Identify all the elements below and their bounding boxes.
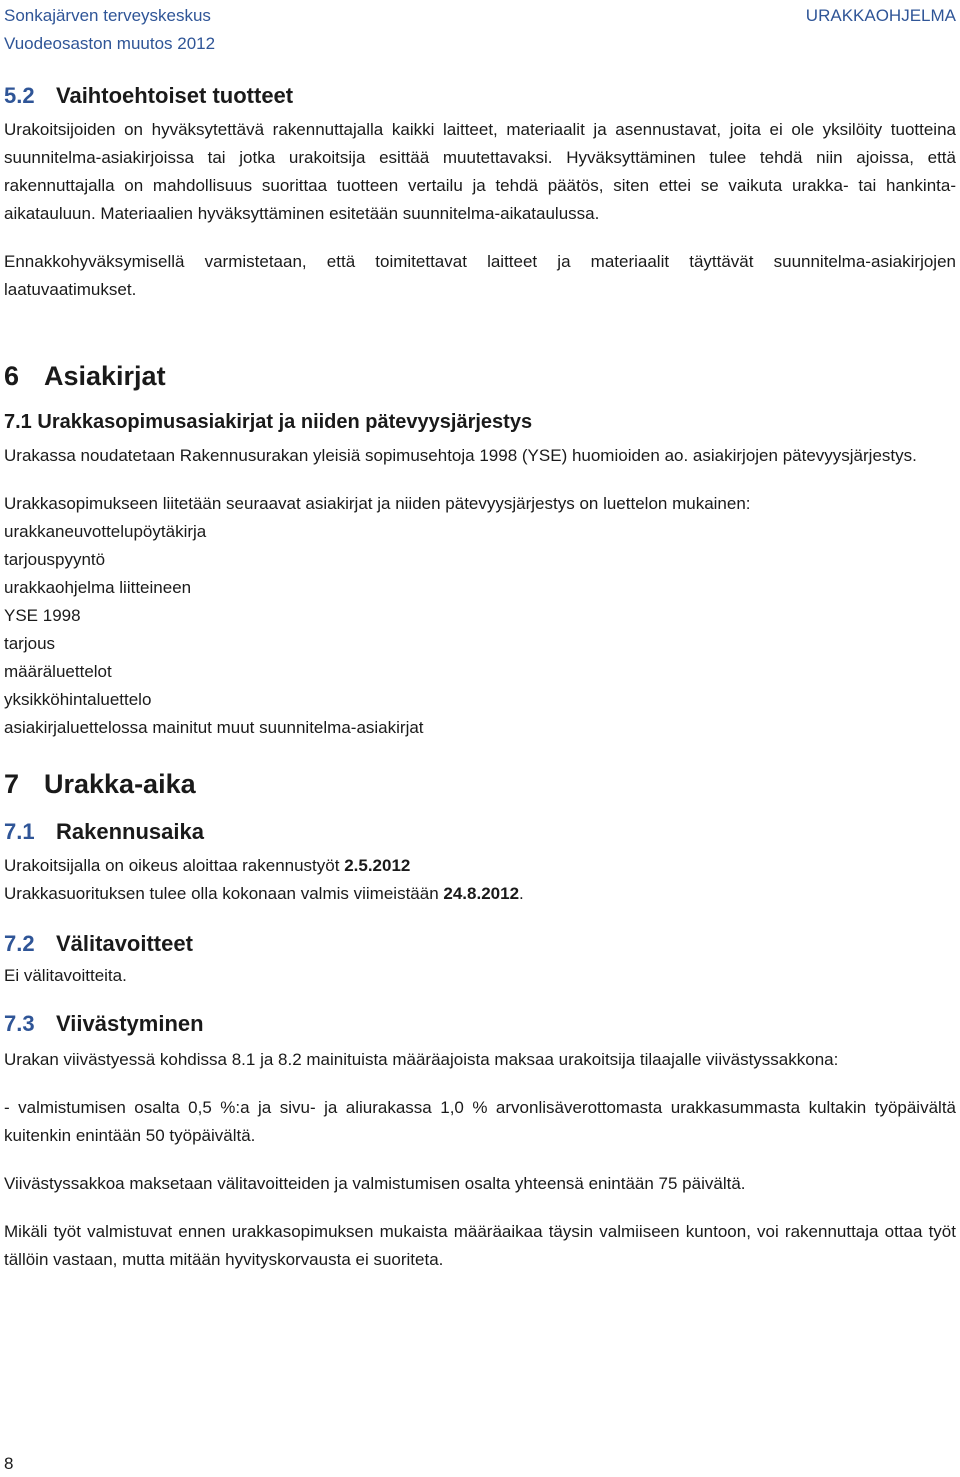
section-7-1-documents-heading: [4, 406, 956, 438]
section-title: Urakkasopimusasiakirjat ja niiden pätevyysjärjestys: [37, 411, 533, 433]
section-7-1-heading: [4, 816, 956, 848]
start-date-line: Urakoitsijalla on oikeus aloittaa rakennustyöt 2.5.2012: [4, 856, 411, 875]
document-type: URAKKAOHJELMA: [805, 6, 956, 25]
paragraph: Urakan viivästyessä kohdissa 8.1 ja 8.2 mainituista määräajoista maksaa urakoitsija tilaajalle viivästyssakkona:: [4, 1050, 839, 1069]
section-title: Rakennusaika: [56, 819, 204, 844]
list-item: urakkaohjelma liitteineen: [4, 578, 192, 597]
section-title: Urakka-aika: [44, 769, 196, 799]
page-content: [4, 80, 956, 1274]
paragraph: Viivästyssakkoa maksetaan välitavoitteiden ja valmistumisen osalta yhteensä enintään 75 päivältä.: [4, 1174, 746, 1193]
list-item: asiakirjaluettelossa mainitut muut suunnitelma-asiakirjat: [4, 718, 424, 737]
list-item: tarjouspyyntö: [4, 550, 106, 569]
list-item: määräluettelot: [4, 662, 112, 681]
section-title: Vaihtoehtoiset tuotteet: [56, 83, 294, 108]
list-item: YSE 1998: [4, 606, 81, 625]
completion-date: 24.8.2012: [443, 884, 520, 903]
section-title: Viivästyminen: [56, 1011, 204, 1036]
paragraph: Urakoitsijoiden on hyväksytettävä rakennuttajalla kaikki laitteet, materiaalit ja asennustavat, joita ei ole yksilöity tuotteina suunnitelma-asiakirjoissa tai jotka urakoitsija esittää muutettavaksi. Hyväksyttäminen tulee tehdä niin ajoissa, että rakennuttajalla on mahdollisuus suorittaa tuotteen vertailu ja tehdä päätös, siten ettei se vaikuta urakka- tai hankinta-aikatauluun. Materiaalien hyväksyttäminen esitetään suunnitelma-aikataulussa.: [4, 120, 956, 223]
page-number: 8: [4, 1454, 14, 1473]
section-number: 7.2: [4, 931, 35, 956]
page-header: [4, 2, 956, 58]
section-6-heading: [4, 356, 956, 396]
section-7-3-heading: [4, 1008, 956, 1040]
section-number: 7: [4, 769, 20, 799]
section-title: Asiakirjat: [44, 361, 166, 391]
section-number: 7.3: [4, 1011, 35, 1036]
list-item: urakkaneuvottelupöytäkirja: [4, 522, 207, 541]
section-5-2-heading: [4, 80, 956, 112]
section-number: 7.1: [4, 819, 35, 844]
paragraph: Ei välitavoitteita.: [4, 966, 127, 985]
section-7-2-heading: [4, 928, 956, 960]
document-list: [4, 518, 956, 742]
organization-name: Sonkajärven terveyskeskus: [4, 6, 211, 25]
paragraph: Mikäli työt valmistuvat ennen urakkasopimuksen mukaista määräaikaa täysin valmiiseen kuntoon, voi rakennuttaja ottaa työt tällöin vastaan, mutta mitään hyvityskorvausta ei suoriteta.: [4, 1222, 956, 1269]
list-item: yksikköhintaluettelo: [4, 690, 152, 709]
paragraph: Urakkasopimukseen liitetään seuraavat asiakirjat ja niiden pätevyysjärjestys on luettelon mukainen:: [4, 494, 751, 513]
section-number: 7.1: [4, 411, 32, 433]
start-date: 2.5.2012: [344, 856, 411, 875]
section-number: 5.2: [4, 83, 35, 108]
section-title: Välitavoitteet: [56, 931, 193, 956]
paragraph: Urakassa noudatetaan Rakennusurakan yleisiä sopimusehtoja 1998 (YSE) huomioiden ao. asiakirjojen pätevyysjärjestys.: [4, 446, 917, 465]
list-item: tarjous: [4, 634, 56, 653]
project-name: Vuodeosaston muutos 2012: [4, 34, 216, 53]
paragraph: - valmistumisen osalta 0,5 %:a ja sivu- ja aliurakassa 1,0 % arvonlisäverottomasta urakkasummasta kultakin työpäivältä kuitenkin enintään 50 työpäivältä.: [4, 1098, 956, 1145]
section-number: 6: [4, 361, 20, 391]
section-7-heading: [4, 764, 956, 804]
paragraph: Ennakkohyväksymisellä varmistetaan, että toimitettavat laitteet ja materiaalit täyttävät suunnitelma-asiakirjojen laatuvaatimukset.: [4, 252, 956, 299]
completion-date-line: Urakkasuorituksen tulee olla kokonaan valmis viimeistään 24.8.2012.: [4, 884, 524, 903]
